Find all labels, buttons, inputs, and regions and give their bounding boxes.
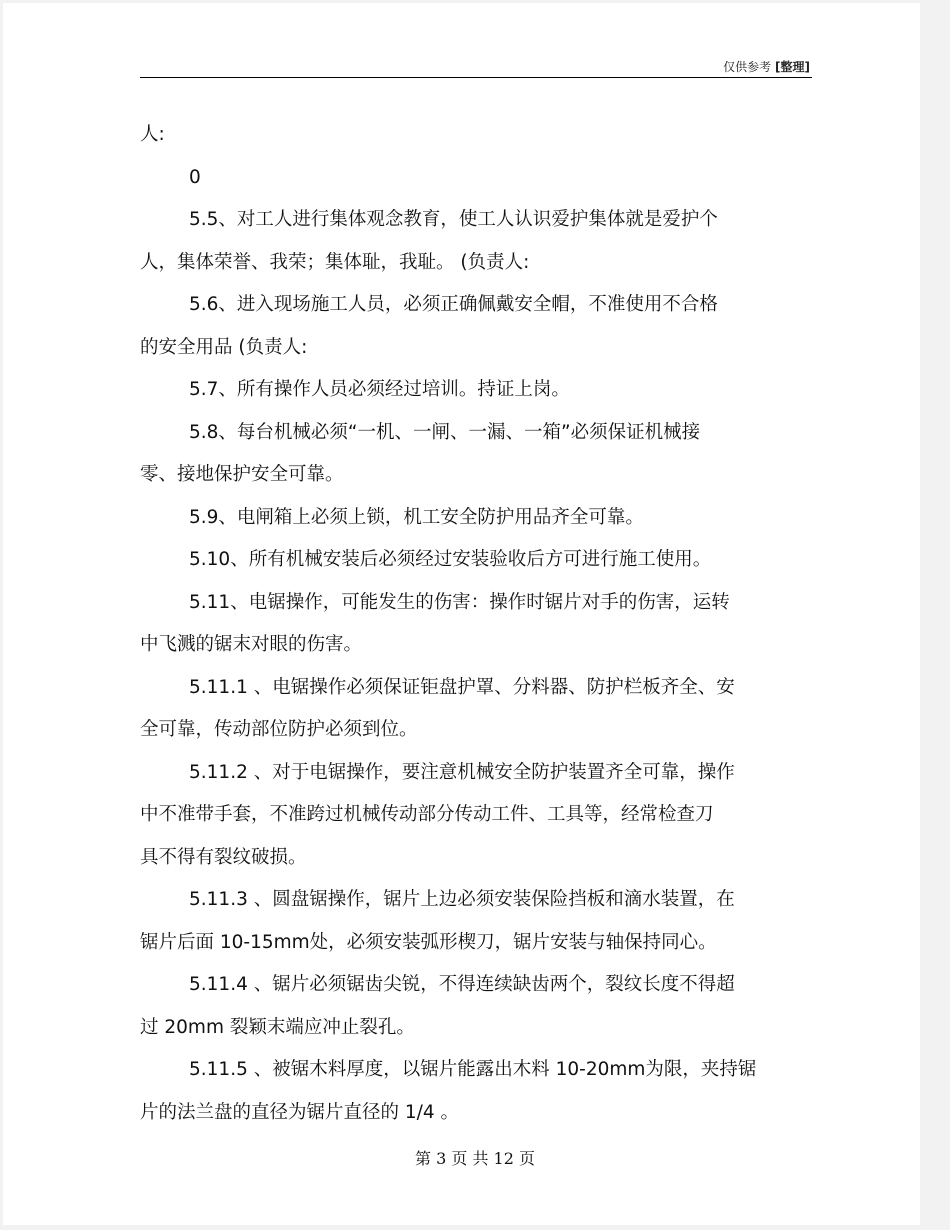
text-line: 全可靠，传动部位防护必须到位。 (140, 719, 418, 740)
text-line: 5.10、所有机械安装后必须经过安装验收后方可进行施工使用。 (189, 549, 712, 570)
text-line: 5.11.2 、对于电锯操作，要注意机械安全防护装置齐全可靠，操作 (189, 761, 735, 783)
text-line: 5.11.5 、被锯木料厚度，以锯片能露出木料 10-20mm为限，夹持锯 (189, 1059, 757, 1080)
text-line: 5.11.3 、圆盘锯操作，锯片上边必须安装保险挡板和滴水装置，在 (189, 889, 735, 910)
text-line: 5.11、电锯操作，可能发生的伤害：操作时锯片对手的伤害，运转 (189, 591, 730, 613)
page-footer: 第 3 页 共 12 页 (415, 1149, 535, 1168)
text-line: 过 20mm 裂颖末端应冲止裂孔。 (140, 1016, 415, 1038)
text-line: 5.6、进入现场施工人员，必须正确佩戴安全帽，不准使用不合格 (189, 294, 718, 315)
header-tag: [整理] (775, 60, 810, 74)
text-line: 锯片后面 10-15mm处，必须安装弧形楔刀，锯片安装与轴保持同心。 (140, 931, 717, 953)
text-line: 5.9、电闸箱上必须上锁，机工安全防护用品齐全可靠。 (189, 506, 644, 528)
text-line: 5.8、每台机械必须“一机、一闸、一漏、一箱”必须保证机械接 (189, 421, 701, 443)
text-line: 5.5、对工人进行集体观念教育，使工人认识爱护集体就是爱护个 (189, 209, 718, 230)
text-line: 0 (189, 166, 201, 188)
document-page (3, 3, 920, 1225)
text-line: 的安全用品 (负责人: (140, 336, 308, 358)
text-line: 5.11.4 、锯片必须锯齿尖锐，不得连续缺齿两个，裂纹长度不得超 (189, 974, 735, 995)
page-header (723, 58, 810, 75)
body-text (140, 114, 812, 1134)
text-line: 5.11.1 、电锯操作必须保证钜盘护罩、分料器、防护栏板齐全、安 (189, 676, 735, 698)
text-line: 人: (140, 124, 165, 145)
text-line: 中不准带手套，不准跨过机械传动部分传动工件、工具等，经常检查刀 (140, 804, 714, 825)
header-rule (140, 77, 812, 78)
text-line: 人，集体荣誉、我荣；集体耻，我耻。 (负责人: (140, 251, 530, 273)
text-line: 中飞溅的锯末对眼的伤害。 (140, 634, 363, 655)
text-line: 具不得有裂纹破损。 (140, 846, 307, 868)
text-line: 片的法兰盘的直径为锯片直径的 1/4 。 (140, 1101, 460, 1123)
header-text: 仅供参考 (723, 60, 772, 74)
text-line: 零、接地保护安全可靠。 (140, 464, 344, 485)
text-line: 5.7、所有操作人员必须经过培训。持证上岗。 (189, 379, 570, 400)
